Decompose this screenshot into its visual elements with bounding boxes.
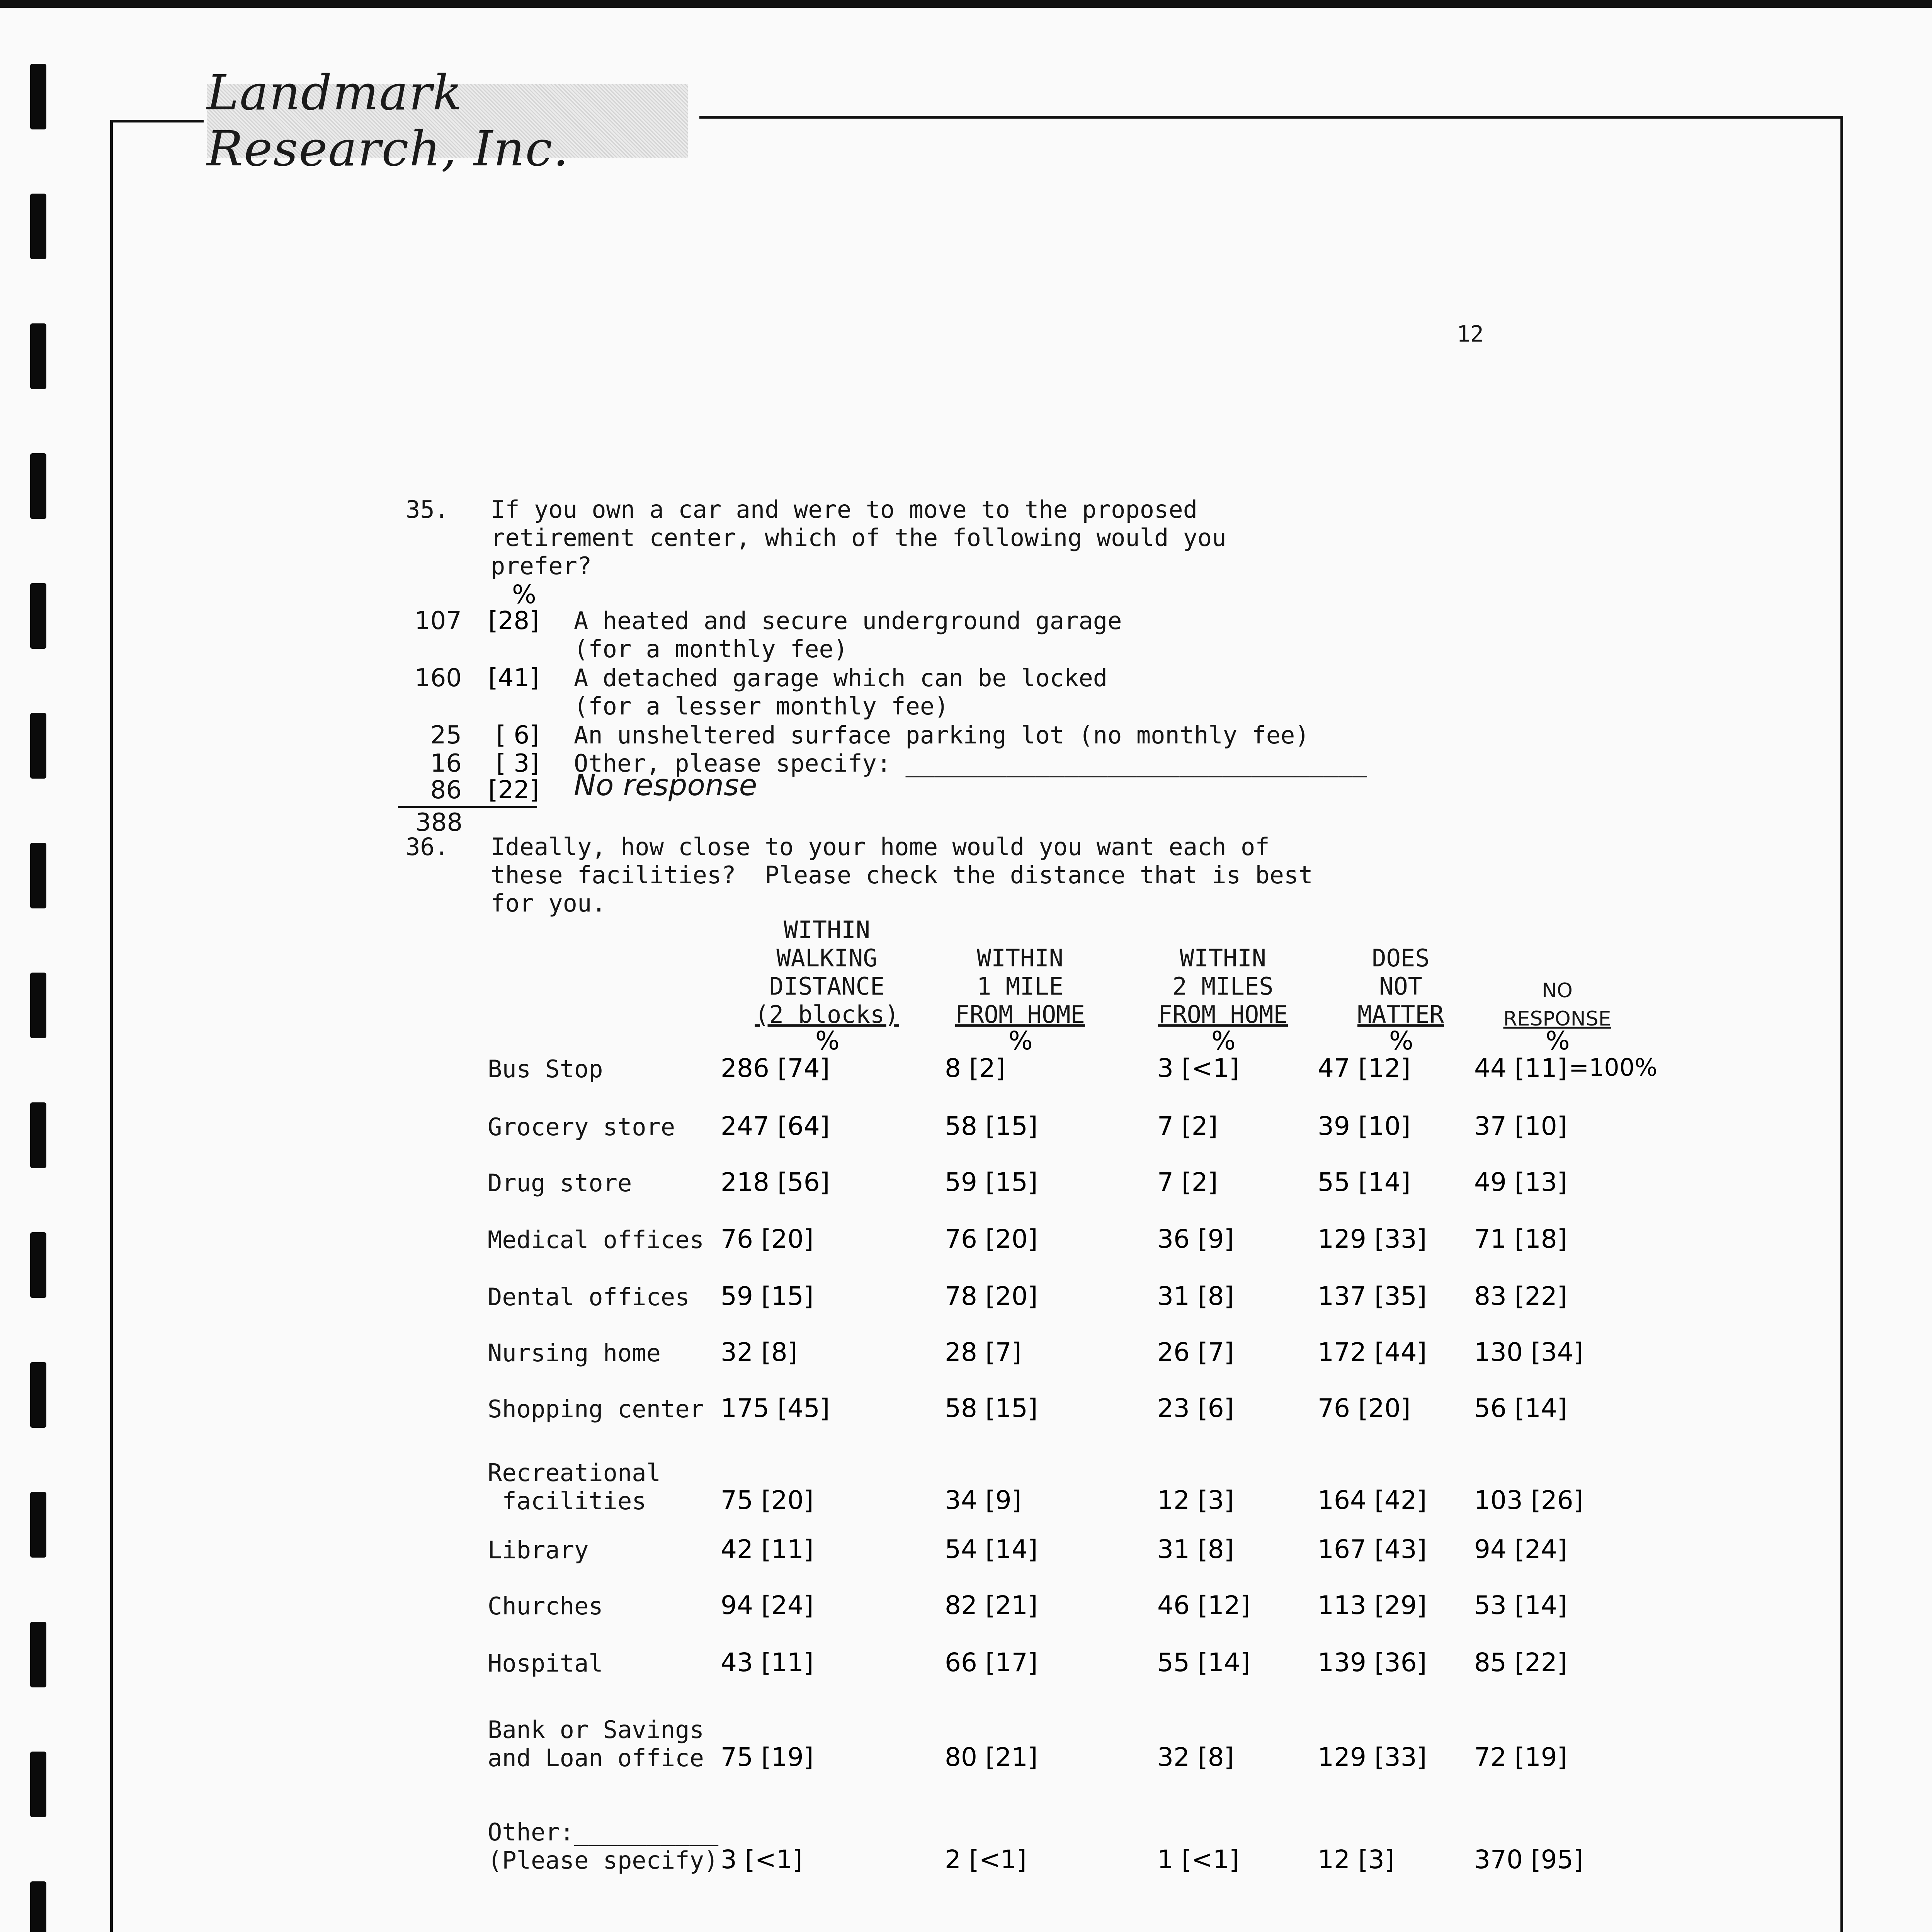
table-cell: 137 [35] — [1318, 1281, 1427, 1311]
binding-hole — [30, 843, 46, 908]
table-cell: 59 [15] — [945, 1167, 1038, 1197]
q35-option-label: A detached garage which can be locked (for a lesser monthly fee) — [574, 664, 1108, 720]
row-label: Shopping center — [488, 1395, 704, 1423]
column-header-line: NO — [1542, 979, 1573, 1002]
binding-hole — [30, 1752, 46, 1817]
table-cell: 44 [11] — [1474, 1053, 1567, 1083]
row-label: Dental offices — [488, 1283, 690, 1311]
table-cell: 2 [<1] — [945, 1845, 1027, 1874]
column-header-line: WITHIN — [977, 944, 1063, 972]
table-cell: 164 [42] — [1318, 1485, 1427, 1515]
table-cell: 113 [29] — [1318, 1590, 1427, 1620]
table-cell: 130 [34] — [1474, 1337, 1583, 1367]
row-label: Library — [488, 1536, 589, 1564]
table-cell: 66 [17] — [945, 1648, 1038, 1677]
binding-hole — [30, 1492, 46, 1558]
scan-top-edge — [0, 0, 1932, 8]
table-cell: 7 [2] — [1157, 1167, 1218, 1197]
table-cell: 76 [20] — [945, 1224, 1038, 1254]
frame-border — [110, 120, 113, 1932]
table-cell: 1 [<1] — [1157, 1845, 1239, 1874]
question-36-text: Ideally, how close to your home would you want each of these facilities? Please check the distance that is best for you. — [491, 833, 1313, 917]
table-cell: 7 [2] — [1157, 1111, 1218, 1141]
table-cell: 139 [36] — [1318, 1648, 1427, 1677]
table-cell: 76 [20] — [1318, 1393, 1411, 1423]
table-cell: 34 [9] — [945, 1485, 1022, 1515]
table-cell: 172 [44] — [1318, 1337, 1427, 1367]
table-cell: 58 [15] — [945, 1111, 1038, 1141]
binding-hole — [30, 453, 46, 519]
question-35-text: If you own a car and were to move to the proposed retirement center, which of the following would you prefer? — [491, 495, 1226, 580]
binding-hole — [30, 713, 46, 779]
table-cell: 3 [<1] — [1157, 1053, 1239, 1083]
q35-option-count: 86 — [430, 776, 462, 804]
table-cell: 94 [24] — [1474, 1534, 1567, 1564]
table-cell: 32 [8] — [721, 1337, 798, 1367]
table-cell: 43 [11] — [721, 1648, 814, 1677]
row-label: Other:__________ (Please specify) — [488, 1818, 719, 1874]
q35-option-count: 160 — [414, 664, 462, 692]
binding-hole — [30, 194, 46, 259]
table-cell: 26 [7] — [1157, 1337, 1234, 1367]
row-label: Bus Stop — [488, 1055, 603, 1083]
column-header-line: DISTANCE — [769, 972, 885, 1000]
binding-hole — [30, 1102, 46, 1168]
table-cell: 8 [2] — [945, 1053, 1005, 1083]
binding-hole — [30, 973, 46, 1038]
table-cell: 58 [15] — [945, 1393, 1038, 1423]
table-cell: 85 [22] — [1474, 1648, 1567, 1677]
binding-hole — [30, 583, 46, 649]
table-cell: 83 [22] — [1474, 1281, 1567, 1311]
total-underline — [398, 806, 537, 808]
q35-option-label: An unsheltered surface parking lot (no monthly fee) — [574, 721, 1310, 749]
column-header-line: WALKING — [776, 944, 878, 972]
column-header-line: FROM HOME — [955, 1000, 1085, 1029]
row-label: Nursing home — [488, 1339, 661, 1367]
frame-border — [699, 116, 1843, 119]
table-cell: 55 [14] — [1157, 1648, 1250, 1677]
column-header-line: RESPONSE — [1503, 1007, 1611, 1031]
table-cell: 247 [64] — [721, 1111, 830, 1141]
table-cell: 42 [11] — [721, 1534, 814, 1564]
frame-border — [110, 120, 204, 122]
column-header-line: DOES — [1372, 944, 1430, 972]
table-cell: 3 [<1] — [721, 1845, 803, 1874]
q35-option-label: Other, please specify: ________________________________ — [574, 749, 1367, 777]
table-cell: 75 [19] — [721, 1742, 814, 1772]
row-total-note: =100% — [1569, 1053, 1658, 1082]
q35-option-label: No response — [574, 768, 757, 802]
table-cell: 75 [20] — [721, 1485, 814, 1515]
table-cell: 47 [12] — [1318, 1053, 1411, 1083]
table-cell: 167 [43] — [1318, 1534, 1427, 1564]
row-label: Hospital — [488, 1649, 603, 1677]
table-cell: 370 [95] — [1474, 1845, 1583, 1874]
table-cell: 94 [24] — [721, 1590, 814, 1620]
table-cell: 103 [26] — [1474, 1485, 1583, 1515]
table-cell: 46 [12] — [1157, 1590, 1250, 1620]
table-cell: 129 [33] — [1318, 1742, 1427, 1772]
table-cell: 59 [15] — [721, 1281, 814, 1311]
column-percent-sign: % — [1546, 1026, 1570, 1056]
binding-hole — [30, 323, 46, 389]
column-header-line: FROM HOME — [1158, 1000, 1288, 1029]
table-cell: 53 [14] — [1474, 1590, 1567, 1620]
column-percent-sign: % — [1211, 1026, 1236, 1056]
row-label: Drug store — [488, 1169, 632, 1197]
table-cell: 12 [3] — [1318, 1845, 1395, 1874]
company-logo — [207, 65, 688, 177]
q35-option-count: 16 — [430, 749, 462, 778]
table-cell: 31 [8] — [1157, 1281, 1234, 1311]
binding-hole — [30, 1232, 46, 1298]
question-36-number: 36. — [406, 833, 449, 861]
table-cell: 80 [21] — [945, 1742, 1038, 1772]
table-cell: 31 [8] — [1157, 1534, 1234, 1564]
table-cell: 175 [45] — [721, 1393, 830, 1423]
table-cell: 286 [74] — [721, 1053, 830, 1083]
column-percent-sign: % — [1389, 1026, 1413, 1056]
row-label: Grocery store — [488, 1113, 675, 1141]
table-cell: 49 [13] — [1474, 1167, 1567, 1197]
table-cell: 39 [10] — [1318, 1111, 1411, 1141]
q35-percent-header: % — [512, 580, 536, 609]
row-label: Medical offices — [488, 1226, 704, 1254]
q35-option-count: 107 — [414, 607, 462, 635]
column-header-line: MATTER — [1357, 1000, 1444, 1029]
table-cell: 36 [9] — [1157, 1224, 1234, 1254]
table-cell: 78 [20] — [945, 1281, 1038, 1311]
row-label: Recreational facilities — [488, 1459, 661, 1515]
binding-hole — [30, 1362, 46, 1428]
binding-hole — [30, 1881, 46, 1932]
question-35-number: 35. — [406, 495, 449, 524]
column-header-line: WITHIN — [1180, 944, 1266, 972]
table-cell: 54 [14] — [945, 1534, 1038, 1564]
table-cell: 56 [14] — [1474, 1393, 1567, 1423]
q35-total: 388 — [415, 808, 463, 837]
table-cell: 71 [18] — [1474, 1224, 1567, 1254]
binding-hole — [30, 64, 46, 129]
logo-text: Landmark Research, Inc. — [207, 65, 570, 177]
table-cell: 218 [56] — [721, 1167, 830, 1197]
page-number-top: 12 — [1457, 321, 1484, 347]
table-cell: 72 [19] — [1474, 1742, 1567, 1772]
table-cell: 37 [10] — [1474, 1111, 1567, 1141]
q35-option-count: 25 — [430, 721, 462, 750]
frame-border — [1840, 116, 1843, 1932]
column-percent-sign: % — [1009, 1026, 1033, 1056]
column-header-line: 2 MILES — [1172, 972, 1274, 1000]
table-cell: 129 [33] — [1318, 1224, 1427, 1254]
table-cell: 23 [6] — [1157, 1393, 1234, 1423]
column-header-line: (2 blocks) — [755, 1000, 899, 1029]
row-label: Churches — [488, 1592, 603, 1620]
column-header-line: WITHIN — [784, 916, 870, 944]
binding-hole — [30, 1622, 46, 1687]
row-label: Bank or Savings and Loan office — [488, 1716, 704, 1772]
column-percent-sign: % — [815, 1026, 840, 1056]
table-cell: 76 [20] — [721, 1224, 814, 1254]
table-cell: 28 [7] — [945, 1337, 1022, 1367]
table-cell: 32 [8] — [1157, 1742, 1234, 1772]
column-header-line: 1 MILE — [977, 972, 1063, 1000]
table-cell: 12 [3] — [1157, 1485, 1234, 1515]
column-header-line: NOT — [1379, 972, 1422, 1000]
table-cell: 82 [21] — [945, 1590, 1038, 1620]
table-cell: 55 [14] — [1318, 1167, 1411, 1197]
q35-option-label: A heated and secure underground garage (for a monthly fee) — [574, 607, 1122, 663]
